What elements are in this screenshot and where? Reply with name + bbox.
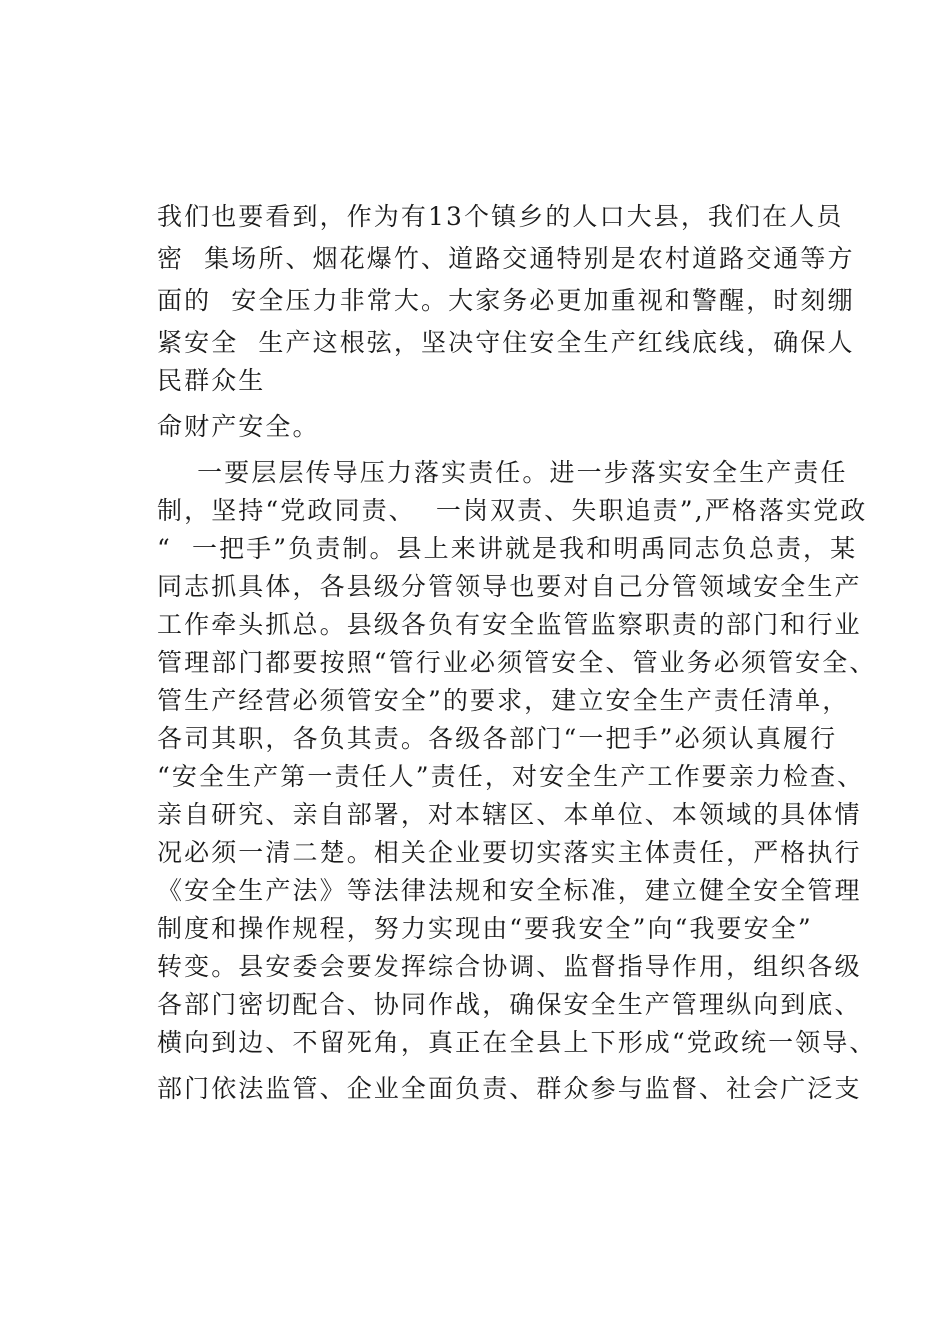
body-line-10: 同志抓具体，各县级分管领导也要对自己分管领域安全生产: [157, 572, 862, 601]
body-line-22: 横向到边、不留死角，真正在全县上下形成“党政统一领导、: [157, 1028, 877, 1057]
body-line-17: 况必须一清二楚。相关企业要切实落实主体责任，严格执行: [157, 838, 862, 867]
body-line-11: 工作牵头抓总。县级各负有安全监管监察职责的部门和行业: [157, 610, 862, 639]
body-line-21: 各部门密切配合、协同作战，确保安全生产管理纵向到底、: [157, 990, 862, 1019]
body-line-5: 民群众生: [157, 366, 266, 395]
body-line-20: 转变。县安委会要发挥综合协调、监督指导作用，组织各级: [157, 952, 862, 981]
body-line-7: 一要层层传导压力落实责任。进一步落实安全生产责任: [157, 458, 848, 487]
body-line-3: 面的 安全压力非常大。大家务必更加重视和警醒，时刻绷: [157, 286, 855, 315]
body-line-4: 紧安全 生产这根弦，坚决守住安全生产红线底线，确保人: [157, 328, 855, 357]
body-line-13: 管生产经营必须管安全”的要求，建立安全生产责任清单，: [157, 686, 850, 715]
body-line-15: “安全生产第一责任人”责任，对安全生产工作要亲力检查、: [157, 762, 865, 791]
body-line-1: 我们也要看到，作为有13个镇乡的人口大县，我们在人员: [157, 202, 844, 231]
body-line-2: 密 集场所、烟花爆竹、道路交通特别是农村道路交通等方: [157, 244, 855, 273]
body-line-18: 《安全生产法》等法律法规和安全标准，建立健全安全管理: [157, 876, 862, 905]
body-line-14: 各司其职，各负其责。各级各部门“一把手”必须认真履行: [157, 724, 838, 753]
body-line-6: 命财产安全。: [157, 412, 320, 441]
body-line-23: 部门依法监管、企业全面负责、群众参与监督、社会广泛支: [157, 1074, 862, 1103]
body-line-16: 亲自研究、亲自部署，对本辖区、本单位、本领域的具体情: [157, 800, 862, 829]
body-line-9: “ 一把手”负责制。县上来讲就是我和明禹同志负总责，某: [157, 534, 858, 563]
body-line-8: 制，坚持“党政同责、 一岗双责、失职追责”,严格落实党政: [157, 496, 868, 525]
body-line-12: 管理部门都要按照“管行业必须管安全、管业务必须管安全、: [157, 648, 877, 677]
body-line-19: 制度和操作规程，努力实现由“要我安全”向“我要安全”: [157, 914, 813, 943]
